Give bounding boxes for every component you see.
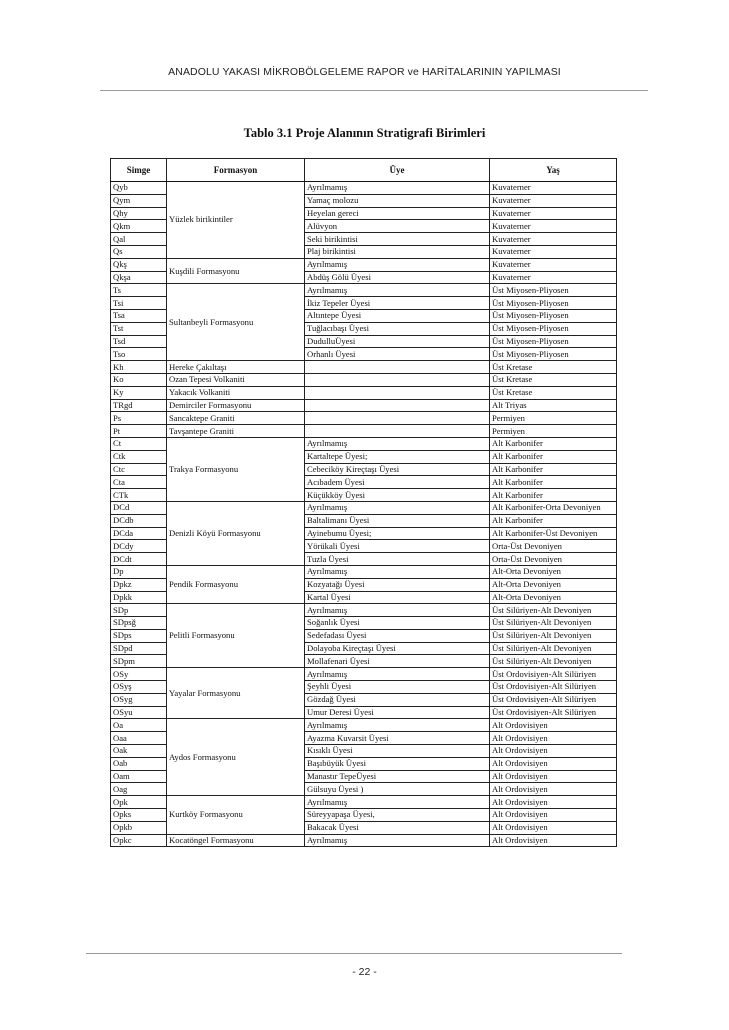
symbol-cell: Ko [111,373,167,386]
member-cell: Gözdağ Üyesi [305,693,490,706]
age-cell: Alt Ordovisiyen [490,745,617,758]
symbol-cell: DCda [111,527,167,540]
member-cell: Yamaç molozu [305,194,490,207]
table-row [111,668,617,681]
age-cell: Kuvaterner [490,258,617,271]
member-cell [305,386,490,399]
symbol-cell: Qs [111,245,167,258]
member-cell [305,361,490,374]
symbol-cell: Ctk [111,450,167,463]
formation-cell: Kuşdili Formasyonu [167,258,305,284]
member-cell: Şeyhli Üyesi [305,681,490,694]
symbol-cell: CTk [111,489,167,502]
age-cell: Kuvaterner [490,220,617,233]
member-cell: Ayrılmamış [305,501,490,514]
table-body [111,182,617,847]
age-cell: Alt Ordovisiyen [490,796,617,809]
age-cell: Permiyen [490,412,617,425]
formation-cell: Pelitli Formasyonu [167,604,305,668]
age-cell: Alt Ordovisiyen [490,757,617,770]
member-cell: Dolayoba Kireçtaşı Üyesi [305,642,490,655]
symbol-cell: Ky [111,386,167,399]
age-cell: Kuvaterner [490,233,617,246]
member-cell: Ayrılmamış [305,437,490,450]
table-row [111,373,617,386]
age-cell: Alt-Orta Devoniyen [490,591,617,604]
formation-cell: Yayalar Formasyonu [167,668,305,719]
table-row [111,399,617,412]
column-header-formation: Formasyon [167,159,305,182]
age-cell: Alt Ordovisiyen [490,809,617,822]
member-cell: Ayrılmamış [305,182,490,195]
table-row [111,719,617,732]
age-cell: Kuvaterner [490,207,617,220]
age-cell: Alt-Orta Devoniyen [490,578,617,591]
table-row [111,386,617,399]
formation-cell: Tavşantepe Graniti [167,425,305,438]
symbol-cell: Qal [111,233,167,246]
symbol-cell: OSyg [111,693,167,706]
age-cell: Üst Miyosen-Pliyosen [490,284,617,297]
formation-cell: Kocatöngel Formasyonu [167,834,305,847]
symbol-cell: Opkc [111,834,167,847]
table-row [111,834,617,847]
age-cell: Üst Miyosen-Pliyosen [490,309,617,322]
age-cell: Kuvaterner [490,182,617,195]
member-cell [305,425,490,438]
symbol-cell: Cta [111,476,167,489]
symbol-cell: Ct [111,437,167,450]
symbol-cell: SDp [111,604,167,617]
age-cell: Üst Kretase [490,386,617,399]
symbol-cell: Tsd [111,335,167,348]
symbol-cell: Qkm [111,220,167,233]
footer-divider [86,953,622,954]
member-cell: Yörükali Üyesi [305,540,490,553]
formation-cell: Ozan Tepesi Volkaniti [167,373,305,386]
member-cell: Ayrılmamış [305,796,490,809]
age-cell: Kuvaterner [490,245,617,258]
member-cell [305,412,490,425]
symbol-cell: SDpm [111,655,167,668]
member-cell: Ayazma Kuvarsit Üyesi [305,732,490,745]
age-cell: Üst Miyosen-Pliyosen [490,348,617,361]
formation-cell: Kurtköy Formasyonu [167,796,305,834]
age-cell: Üst Miyosen-Pliyosen [490,297,617,310]
age-cell: Kuvaterner [490,194,617,207]
member-cell: Ayinebumu Üyesi; [305,527,490,540]
symbol-cell: Tst [111,322,167,335]
column-header-member: Üye [305,159,490,182]
symbol-cell: Tsi [111,297,167,310]
symbol-cell: Oaa [111,732,167,745]
symbol-cell: Oak [111,745,167,758]
member-cell: Kısıklı Üyesi [305,745,490,758]
age-cell: Alt Ordovisiyen [490,834,617,847]
symbol-cell: Pt [111,425,167,438]
symbol-cell: SDpsğ [111,617,167,630]
table-caption: Tablo 3.1 Proje Alanının Stratigrafi Birimleri [243,126,486,140]
member-cell: Ayrılmamış [305,284,490,297]
member-cell: Manastır TepeÜyesi [305,770,490,783]
symbol-cell: Qym [111,194,167,207]
age-cell: Alt Karbonifer [490,489,617,502]
formation-cell: Yüzlek birikintiler [167,182,305,259]
table-row [111,258,617,271]
symbol-cell: Qkşa [111,271,167,284]
symbol-cell: DCdt [111,553,167,566]
formation-cell: Denizli Köyü Formasyonu [167,501,305,565]
member-cell: Orhanlı Üyesi [305,348,490,361]
symbol-cell: DCdy [111,540,167,553]
header-divider [100,90,648,91]
symbol-cell: SDps [111,629,167,642]
member-cell: Ayrılmamış [305,565,490,578]
symbol-cell: Opks [111,809,167,822]
table-row [111,437,617,450]
symbol-cell: Oa [111,719,167,732]
member-cell: Abdüş Gölü Üyesi [305,271,490,284]
age-cell: Üst Silüriyen-Alt Devoniyen [490,617,617,630]
symbol-cell: Ts [111,284,167,297]
symbol-cell: Dpkk [111,591,167,604]
symbol-cell: OSyu [111,706,167,719]
age-cell: Üst Ordovisiyen-Alt Silüriyen [490,706,617,719]
age-cell: Alt Karbonifer-Orta Devoniyen [490,501,617,514]
age-cell: Alt Ordovisiyen [490,783,617,796]
symbol-cell: OSyş [111,681,167,694]
age-cell: Alt Triyas [490,399,617,412]
member-cell: Acıbadem Üyesi [305,476,490,489]
age-cell: Üst Ordovisiyen-Alt Silüriyen [490,668,617,681]
member-cell: Baltalimanı Üyesi [305,514,490,527]
symbol-cell: Tsa [111,309,167,322]
member-cell: Başıbüyük Üyesi [305,757,490,770]
member-cell: Ayrılmamış [305,258,490,271]
symbol-cell: Tso [111,348,167,361]
symbol-cell: Dp [111,565,167,578]
page-number: - 22 - [352,966,377,978]
symbol-cell: Qhy [111,207,167,220]
column-header-symbol: Simge [111,159,167,182]
table-row [111,425,617,438]
member-cell: Cebeciköy Kireçtaşı Üyesi [305,463,490,476]
formation-cell: Demirciler Formasyonu [167,399,305,412]
member-cell: Mollafenari Üyesi [305,655,490,668]
running-header: ANADOLU YAKASI MİKROBÖLGELEME RAPOR ve HARİTALARININ YAPILMASI [168,66,561,78]
member-cell: Küçükköy Üyesi [305,489,490,502]
symbol-cell: Ctc [111,463,167,476]
age-cell: Üst Miyosen-Pliyosen [490,335,617,348]
formation-cell: Yakacık Volkaniti [167,386,305,399]
age-cell: Orta-Üst Devoniyen [490,540,617,553]
symbol-cell: OSy [111,668,167,681]
member-cell: Ayrılmamış [305,719,490,732]
age-cell: Alt Karbonifer [490,437,617,450]
member-cell: Umur Deresi Üyesi [305,706,490,719]
age-cell: Alt Karbonifer-Üst Devoniyen [490,527,617,540]
column-header-age: Yaş [490,159,617,182]
symbol-cell: Oab [111,757,167,770]
formation-cell: Aydos Formasyonu [167,719,305,796]
age-cell: Üst Kretase [490,373,617,386]
symbol-cell: Ps [111,412,167,425]
table-header-row [111,159,617,182]
age-cell: Alt-Orta Devoniyen [490,565,617,578]
age-cell: Permiyen [490,425,617,438]
age-cell: Alt Ordovisiyen [490,732,617,745]
member-cell [305,399,490,412]
table-row [111,604,617,617]
member-cell: Sedefadası Üyesi [305,629,490,642]
table-row [111,182,617,195]
age-cell: Üst Kretase [490,361,617,374]
formation-cell: Sultanbeyli Formasyonu [167,284,305,361]
age-cell: Üst Silüriyen-Alt Devoniyen [490,629,617,642]
table-row [111,565,617,578]
formation-cell: Hereke Çakıltaşı [167,361,305,374]
table-row [111,284,617,297]
age-cell: Üst Silüriyen-Alt Devoniyen [490,655,617,668]
age-cell: Üst Ordovisiyen-Alt Silüriyen [490,693,617,706]
symbol-cell: Qkş [111,258,167,271]
symbol-cell: TRgd [111,399,167,412]
symbol-cell: Opkb [111,821,167,834]
formation-cell: Pendik Formasyonu [167,565,305,603]
symbol-cell: Qyb [111,182,167,195]
age-cell: Üst Silüriyen-Alt Devoniyen [490,604,617,617]
age-cell: Alt Karbonifer [490,463,617,476]
member-cell: Ayrılmamış [305,834,490,847]
member-cell: Süreyyapaşa Üyesi, [305,809,490,822]
symbol-cell: Kh [111,361,167,374]
member-cell: Altıntepe Üyesi [305,309,490,322]
formation-cell: Trakya Formasyonu [167,437,305,501]
member-cell: Bakacak Üyesi [305,821,490,834]
member-cell [305,373,490,386]
age-cell: Alt Karbonifer [490,476,617,489]
table-row [111,796,617,809]
table-row [111,501,617,514]
age-cell: Üst Ordovisiyen-Alt Silüriyen [490,681,617,694]
member-cell: Heyelan gereci [305,207,490,220]
table-row [111,412,617,425]
formation-cell: Sancaktepe Graniti [167,412,305,425]
symbol-cell: Oag [111,783,167,796]
symbol-cell: Oam [111,770,167,783]
symbol-cell: DCd [111,501,167,514]
member-cell: Kozyatağı Üyesi [305,578,490,591]
member-cell: Tuğlacıbaşı Üyesi [305,322,490,335]
age-cell: Üst Silüriyen-Alt Devoniyen [490,642,617,655]
member-cell: Seki birikintisi [305,233,490,246]
age-cell: Alt Ordovisiyen [490,719,617,732]
age-cell: Alt Karbonifer [490,450,617,463]
member-cell: Tuzla Üyesi [305,553,490,566]
member-cell: DudulluÜyesi [305,335,490,348]
table-row [111,361,617,374]
age-cell: Alt Karbonifer [490,514,617,527]
member-cell: Kartal Üyesi [305,591,490,604]
age-cell: Alt Ordovisiyen [490,821,617,834]
symbol-cell: Opk [111,796,167,809]
symbol-cell: SDpd [111,642,167,655]
member-cell: Gülsuyu Üyesi ) [305,783,490,796]
member-cell: Plaj birikintisi [305,245,490,258]
member-cell: Kartaltepe Üyesi; [305,450,490,463]
member-cell: Ayrılmamış [305,668,490,681]
member-cell: Alüvyon [305,220,490,233]
member-cell: Ayrılmamış [305,604,490,617]
age-cell: Alt Ordovisiyen [490,770,617,783]
age-cell: Orta-Üst Devoniyen [490,553,617,566]
member-cell: İkiz Tepeler Üyesi [305,297,490,310]
member-cell: Soğanlık Üyesi [305,617,490,630]
stratigraphy-table [110,158,617,847]
age-cell: Kuvaterner [490,271,617,284]
age-cell: Üst Miyosen-Pliyosen [490,322,617,335]
symbol-cell: Dpkz [111,578,167,591]
symbol-cell: DCdb [111,514,167,527]
